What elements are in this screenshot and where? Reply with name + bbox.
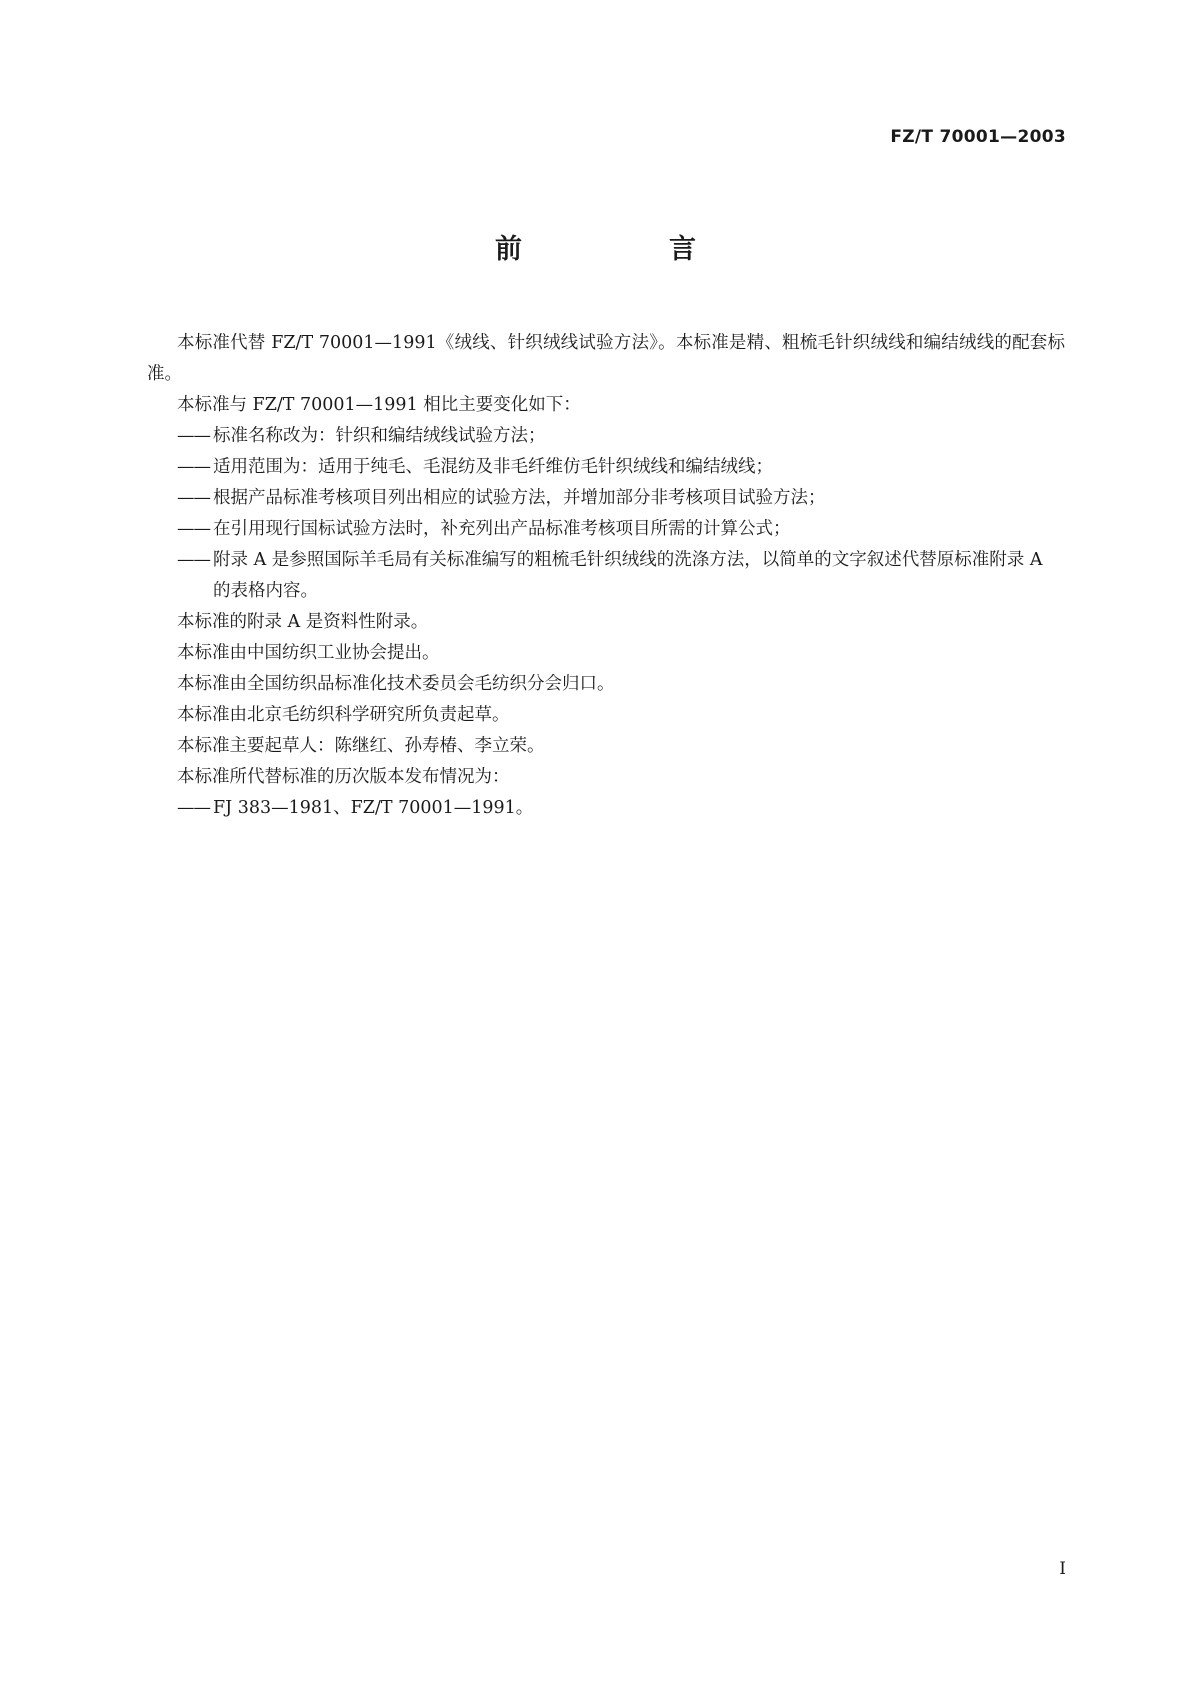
- list-item: [147, 421, 1065, 452]
- page-number: I: [1059, 1559, 1066, 1579]
- page-title: 前 言: [495, 234, 756, 265]
- paragraph: 本标准代替 FZ/T 70001—1991《绒线、针织绒线试验方法》。本标准是精、粗梳毛针织绒线和编结绒线的配套标准。: [147, 333, 1065, 384]
- list-item: [147, 514, 1065, 545]
- paragraph: 本标准的附录 A 是资料性附录。: [177, 612, 429, 632]
- paragraph: 本标准由全国纺织品标准化技术委员会毛纺织分会归口。: [177, 674, 615, 694]
- paragraph: 本标准由北京毛纺织科学研究所负责起草。: [177, 705, 510, 725]
- dash-marker: ——: [177, 457, 210, 477]
- dash-marker: ——: [177, 488, 210, 508]
- paragraph: 本标准主要起草人：陈继红、孙寿椿、李立荣。: [177, 736, 545, 756]
- dash-marker: ——: [177, 519, 210, 539]
- standard-number: FZ/T 70001—2003: [890, 127, 1066, 147]
- list-item: [147, 545, 1065, 607]
- dash-marker: ——: [177, 426, 210, 446]
- paragraph: 本标准与 FZ/T 70001—1991 相比主要变化如下：: [177, 395, 581, 415]
- list-item-text: 根据产品标准考核项目列出相应的试验方法，并增加部分非考核项目试验方法；: [213, 488, 826, 508]
- dash-marker: ——: [177, 550, 210, 570]
- list-item-text: FJ 383—1981、FZ/T 70001—1991。: [213, 798, 534, 818]
- list-item: [147, 793, 1065, 824]
- list-item: [147, 452, 1065, 483]
- paragraph: 本标准由中国纺织工业协会提出。: [177, 643, 440, 663]
- list-item-text: 附录 A 是参照国际羊毛局有关标准编写的粗梳毛针织绒线的洗涤方法，以简单的文字叙述代替原标准附录 A 的表格内容。: [213, 550, 1043, 601]
- preface-body: [147, 328, 1065, 824]
- dash-marker: ——: [177, 798, 210, 818]
- paragraph: 本标准所代替标准的历次版本发布情况为：: [177, 767, 510, 787]
- list-item-text: 在引用现行国标试验方法时，补充列出产品标准考核项目所需的计算公式；: [213, 519, 791, 539]
- list-item-text: 适用范围为：适用于纯毛、毛混纺及非毛纤维仿毛针织绒线和编结绒线；: [213, 457, 773, 477]
- list-item-text: 标准名称改为：针织和编结绒线试验方法；: [213, 426, 546, 446]
- list-item: [147, 483, 1065, 514]
